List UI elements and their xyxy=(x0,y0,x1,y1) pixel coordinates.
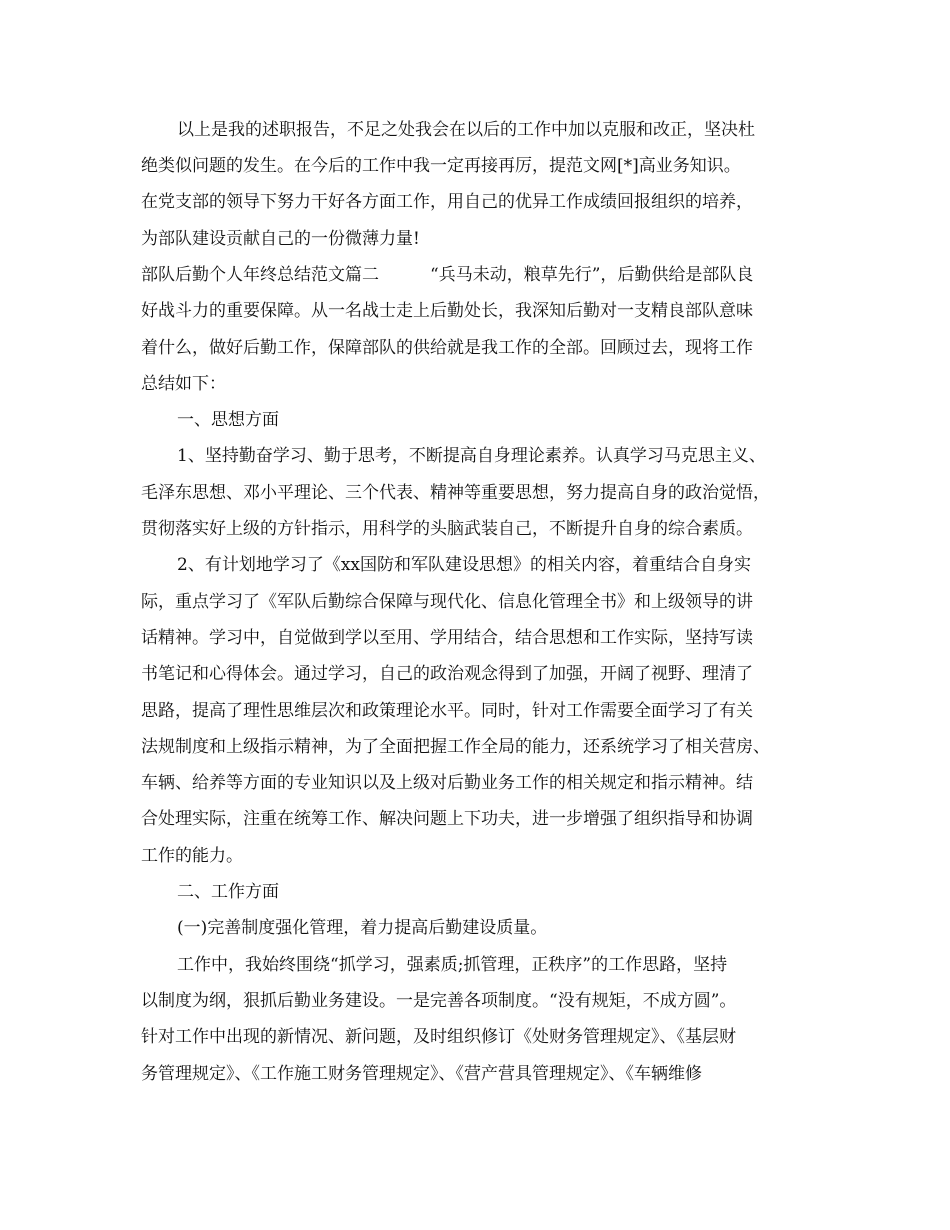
text-line: 在党支部的领导下努力干好各方面工作，用自己的优异工作成绩回报组织的培养， xyxy=(141,192,753,212)
subheading-line: (一)完善制度强化管理，着力提高后勤建设质量。 xyxy=(177,918,548,938)
text-line: 思路，提高了理性思维层次和政策理论水平。同时，针对工作需要全面学习了有关 xyxy=(141,701,753,721)
text-line: 工作中，我始终围绕“抓学习，强素质;抓管理，正秩序”的工作思路，坚持 xyxy=(177,955,728,975)
text-line: 毛泽东思想、邓小平理论、三个代表、精神等重要思想，努力提高自身的政治觉悟， xyxy=(141,483,770,503)
text-line: 1、坚持勤奋学习、勤于思考，不断提高自身理论素养。认真学习马克思主义、 xyxy=(177,446,766,466)
text-line: 工作的能力。 xyxy=(141,846,243,866)
text-line: 2、有计划地学习了《xx国防和军队建设思想》的相关内容，着重结合自身实 xyxy=(177,555,751,575)
text-line: 法规制度和上级指示精神，为了全面把握工作全局的能力，还系统学习了相关营房、 xyxy=(141,737,770,757)
heading-line: 二、工作方面 xyxy=(177,882,279,902)
text-line: 务管理规定》、《工作施工财务管理规定》、《营产营具管理规定》、《车辆维修 xyxy=(141,1064,702,1084)
text-line: 绝类似问题的发生。在今后的工作中我一定再接再厉，提范文网[*]高业务知识。 xyxy=(141,156,741,176)
heading-line: 一、思想方面 xyxy=(177,410,279,430)
text-line: 合处理实际，注重在统筹工作、解决问题上下功夫，进一步增强了组织指导和协调 xyxy=(141,809,753,829)
text-line: 以制度为纲，狠抓后勤业务建设。一是完善各项制度。“没有规矩，不成方圆”。 xyxy=(141,991,737,1011)
text-line: 针对工作中出现的新情况、新问题，及时组织修订《处财务管理规定》、《基层财 xyxy=(141,1027,736,1047)
text-line: 总结如下： xyxy=(141,374,226,394)
text-line: 话精神。学习中，自觉做到学以至用、学用结合，结合思想和工作实际，坚持写读 xyxy=(141,628,753,648)
text-line: 好战斗力的重要保障。从一名战士走上后勤处长，我深知后勤对一支精良部队意味 xyxy=(141,301,753,321)
text-line: 贯彻落实好上级的方针指示，用科学的头脑武装自己，不断提升自身的综合素质。 xyxy=(141,519,753,539)
text-line: 车辆、给养等方面的专业知识以及上级对后勤业务工作的相关规定和指示精神。结 xyxy=(141,773,753,793)
text-line: 书笔记和心得体会。通过学习，自己的政治观念得到了加强，开阔了视野、理清了 xyxy=(141,664,753,684)
text-line: 以上是我的述职报告，不足之处我会在以后的工作中加以克服和改正，坚决杜 xyxy=(177,120,755,140)
text-line: 际，重点学习了《军队后勤综合保障与现代化、信息化管理全书》和上级领导的讲 xyxy=(141,592,753,612)
section-title-line: 部队后勤个人年终总结范文篇二 “兵马未动，粮草先行”，后勤供给是部队良 xyxy=(141,265,754,285)
text-line: 着什么，做好后勤工作，保障部队的供给就是我工作的全部。回顾过去，现将工作 xyxy=(141,338,753,358)
text-line: 为部队建设贡献自己的一份微薄力量! xyxy=(141,229,420,249)
